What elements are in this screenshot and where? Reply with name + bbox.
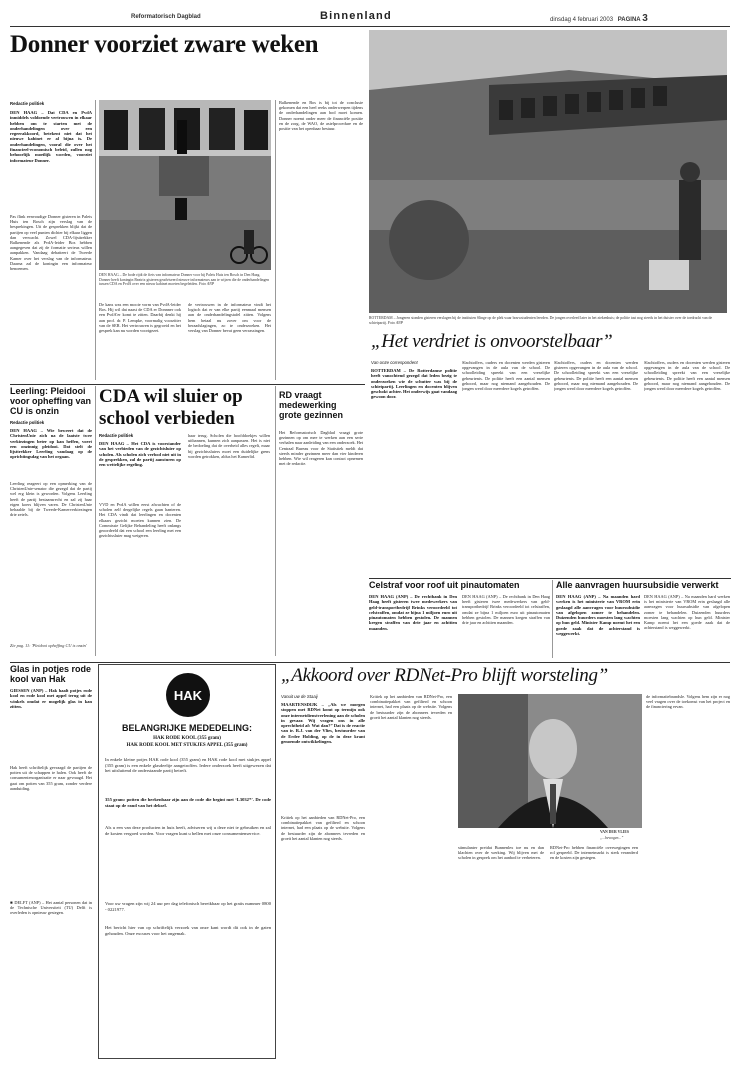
rdnet-body: Kritiek op het aanbieden van RDNet-Pro, een combinatiepakket van gefilterd en schoon internet, had een plaats op de website. Volgens de bestuurder zijn de abonnees tevreden en groeit het aantal klanten nog steeds. — [281, 815, 365, 841]
caption-text: ROTTERDAM – Jongeren stonden gisteren verslagen bij de instituten Slinge op de plek waar bouwstudenten leerden. De jongen overleed later in het ziekenhuis; de politie tast nog steeds in het duister over de toedracht van de schietpartij. — [369, 316, 713, 325]
rdnet-headline: „Akkoord over RDNet-Pro blijft worsteling” — [281, 665, 608, 686]
portrait-subcaption: „...bewogen...” — [600, 836, 624, 840]
van-der-vlies-photo — [458, 694, 642, 828]
verdriet-intro: ROTTERDAM – De Rotterdamse politie heeft vanochtend gezegd dat leden bezig te onderzoeken wie de schutter was bij de schietpartij. Leerlingen en docenten blijven geschokt achter. Het onderwijs gaat vandaag gewoon door. — [371, 368, 457, 400]
masthead-paper: Reformatorisch Dagblad — [131, 14, 201, 20]
celstraf-col2: DEN HAAG (ANP) – De rechtbank in Den Haag heeft gisteren twee medewerkers van geld-transportbedrijf Brinks veroordeeld tot celstraffen, omdat ze bijna 1 miljoen euro uit pinautomaten hebben gestolen. De mannen kregen straffen van drie jaar en achttien maanden. — [462, 594, 550, 626]
hak-logo — [166, 673, 210, 717]
rd-vraagt-headline: RD vraagt medewerking grote gezinnen — [279, 390, 344, 420]
photo-credit: Foto ANP — [198, 282, 215, 287]
celstraf-headline: Celstraf voor roof uit pinautomaten — [369, 580, 520, 590]
hak-intro: GIESSEN (ANP) – Hak haalt potjes rode kool en rode kool met appel terug uit de winkels omdat er mogelijk glas in kan zitten. — [10, 688, 92, 709]
lead-photo-caption — [99, 273, 271, 287]
verdriet-body: Slachtoffers, ouders en docenten werden gisteren opgevangen in de aula van de school. De schoolleiding spreekt van een vreselijke gebeurtenis. De politie heeft een aantal mensen gehoord, maar nog niemand aangehouden. De jongen werd door meerdere kogels getroffen. — [462, 360, 550, 392]
huursubsidie-body: DEN HAAG (ANP) – Na maanden hard werken is het ministerie van VROM erin geslaagd alle aanvragen voor huursubsidie van afgelopen zomer te behandelen. Duizenden huurders moesten lang wachten op hun geld. Minister Kamp noemt het een goede zaak dat de achterstand is weggewerkt. — [556, 594, 640, 637]
caption-text: DEN HAAG – De bode rijdt de fiets van informateur Donner voor bij Paleis Huis ten Bosch in Den Haag. Donner heeft koningin Beatrix gisteren geadviseerd nieuwe informateurs aan te wijzen die de onderhandelingen tussen CDA en PvdA over een nieuw kabinet moeten begeleiden. — [99, 273, 270, 287]
column-divider — [552, 580, 553, 658]
lead-col3: de vertrouwen in de informateur vindt het logisch dat er van elke partij eenmaal mensen aan de onderhandelingstafel zitten. Volgens hem betaal nu zover om voor de beraadslagingen, zo te onderzoeken. Het verslag van Donner bevat geen verrassingen. — [188, 302, 271, 334]
rdnet-byline: Vanuit uw de Staaij — [281, 694, 318, 699]
cda-headline: CDA wil sluier op school verbieden — [99, 386, 243, 429]
school-photo-svg — [369, 30, 727, 313]
hak-deceased: ■ DELFT (ANP) – Het aantal personen dat in de Technische Universiteit (TU) Delft is overleden is opnieuw gestegen. — [10, 900, 92, 916]
leerling-byline: Redactie politiek — [10, 420, 45, 425]
lead-col4: Balkenende en Bos is bij tot de conclusie gekomen dat een heel reeks onderwerpen tijdens de onderhandelingen aan bod moet komen. Donner noemt onder meer de financiële positie en de zorg, de WAO, de asielprocedure en de positie van het openbaar bestuur. — [279, 100, 363, 132]
leerling-related[interactable]: Zie pag. 11: 'Pleidooi opheffing CU is onzin' — [10, 643, 87, 648]
page-number: 3 — [642, 13, 648, 24]
rd-vraagt-body: Het Reformatorisch Dagblad vraagt grote gezinnen op om mee te werken aan een serie verhalen naar aanleiding van een onderzoek. Het Centraal Bureau voor de Statistiek meldt dat steeds minder gezinnen meer dan vier kinderen hebben. Wie wil reageren kan contact opnemen met de redactie. — [279, 430, 363, 467]
portrait-caption: VAN DER VLIES — [600, 830, 629, 834]
logo-text: HAK — [173, 687, 203, 703]
column-divider — [275, 100, 276, 380]
hak-headline: Glas in potjes rode kool van Hak — [10, 664, 92, 684]
cda-intro: DEN HAAG – Het CDA is voorstander van het verbieden van de gezichtsluier op scholen. Als scholen zich verbod niet uit in de gesprekken, zal de partij aansturen op een wettelijke regeling. — [99, 441, 181, 468]
leerling-intro: DEN HAAG – Wie beweert dat de ChristenUnie zich na de laatste twee verkiezingen beter op kan heffen, voert een onzinnig pleidooi. Dat stelt de lijsttrekker Leerling vandaag op de oprichtingsdag van het orgaan. — [10, 428, 92, 460]
huursubsidie-col2: DEN HAAG (ANP) – Na maanden hard werken is het ministerie van VROM erin geslaagd alle aanvragen voor huursubsidie van afgelopen zomer te behandelen. Duizenden huurders moesten lang wachten op hun geld. Minister Kamp noemt het een goede zaak dat de achterstand is weggewerkt. — [644, 594, 730, 631]
section-rule — [369, 578, 731, 579]
ad-body: In enkele kleine potjes HAK rode kool (355 gram) en HAK rode kool met stukjes appel (355 gram) is een enkele glasdeeltje aangetroffen. Iedere onderzoek heeft uitgewezen dat het uitsluitend de onderstaande partij betreft. — [105, 757, 271, 774]
ad-sub1: HAK RODE KOOL (355 gram) — [153, 736, 221, 741]
school-photo — [369, 30, 727, 313]
lead-body: Pas flink eenvoudige Donner gisteren in Paleis Huis ten Bosch zijn verslag van de besprekingen. Uit de gesprekken blijkt dat de partijen op veel punten dichter bij elkaar liggen dan verwacht. Zowel CDA-lijsttrekker Balkenende als PvdA-leider Bos hebben aangegeven dat zij de formatie serieus willen aanpakken. Vandaag debatteert de Tweede Kamer over het verslag van de informateur. Daarna zal de koningin een informateur benoemen. — [10, 214, 92, 272]
leerling-headline: Leerling: Pleidooi voor opheffing van CU is onzin — [10, 386, 91, 416]
header-rule — [10, 26, 730, 27]
date: dinsdag 4 februari 2003 — [550, 17, 614, 23]
column-divider — [95, 386, 96, 656]
verdriet-byline: Van onze correspondent — [371, 360, 418, 365]
column-divider — [95, 100, 96, 380]
verdriet-col3: Slachtoffers, ouders en docenten werden gisteren opgevangen in de aula van de school. De schoolleiding spreekt van een vreselijke gebeurtenis. De politie heeft een aantal mensen gehoord, maar nog niemand aangehouden. De jongen werd door meerdere kogels getroffen. — [554, 360, 638, 392]
ad-contact: Voor uw vragen zijn wij 24 uur per dag telefonisch bereikbaar op het gratis nummer 0800 - 0221977. — [105, 901, 271, 912]
palace-photo-svg — [99, 100, 271, 270]
section-rule — [10, 384, 365, 385]
ad-body2: Als u een van deze producten in huis heeft, adviseren wij u deze niet te gebruiken en zal de kosten vergoed worden. Voor vragen kunt u bellen met onze consumentenservice. — [105, 825, 271, 836]
lead-intro: DEN HAAG – Dat CDA en PvdA inmiddels voldoende vertrouwen in elkaar hebben om te starten met de onderhandelingen over een regeerakkoord, betekent niet dat het nieuwe kabinet er al bijna is. De onderhandelingen, vooral die over het financieel-economisch beleid, zullen nog behoorlijk moeilijk worden, voorziet informateur Donner. — [10, 110, 92, 163]
cda-col2: haar terug. Scholen die hoofddoekjes willen uitbannen, kunnen zich aanpassen. Het is niet de bedoeling dat de overheid alles regelt, maar bij gezichtssluiers moet een duidelijke grens worden getrokken, aldus het Kamerlid. — [188, 433, 270, 459]
verdriet-col4: Slachtoffers, ouders en docenten werden gisteren opgevangen in de aula van de school. De schoolleiding spreekt van een vreselijke gebeurtenis. De politie heeft een aantal mensen gehoord, maar nog niemand aangehouden. De jongen werd door meerdere kogels getroffen. — [644, 360, 730, 392]
school-photo-caption — [369, 316, 727, 325]
rdnet-col2: Kritiek op het aanbieden van RDNet-Pro, een combinatiepakket van gefilterd en schoon internet, had een plaats op de website. Volgens de bestuurder zijn de abonnees tevreden en groeit het aantal klanten nog steeds. — [370, 694, 452, 720]
page-label: PAGINA — [617, 17, 641, 23]
lead-photo — [99, 100, 271, 270]
column-divider — [275, 386, 276, 656]
lead-headline: Donner voorziet zware weken — [10, 31, 319, 58]
rdnet-col6: de informatiebrandsle. Volgens hem zijn er nog veel vragen over de toekomst van het project en de financiering ervan. — [646, 694, 730, 710]
hak-body: Hak heeft schriftelijk gevraagd de partijen de potten uit de schappen te halen. Ook heeft de consumentenorganisatie er naar gevraagd. Het gaat om potten van 355 gram, zonder verdere aanduiding. — [10, 765, 92, 791]
lead-byline: Redactie politiek — [10, 101, 45, 106]
section-rule — [10, 662, 730, 663]
ad-bold: 355 gram: potten die herkenbaar zijn aan de code die begint met ‘L3032*’. De code staat op de rand van het deksel. — [105, 797, 271, 808]
lead-col2: De kans was een mooie vorm van PvdA-leider Bos. Hij wil dat naast de CDA er Donnner ook een PvdA'er komt te zitten. Daarbij denkt hij aan prof. dr. P. Lempke, voormalig voorzitter van de SER. Het vertrouwen is gegroeid en het gesprek kan nu worden voortgezet. — [99, 302, 181, 334]
section-title: Binnenland — [320, 10, 392, 22]
huursubsidie-headline: Alle aanvragen huursubsidie verwerkt — [556, 580, 719, 590]
leerling-body: Leerling reageert op een opmerking van de ChristenUnie-senator die gezegd dat de partij wel erg klein is geworden. Volgens Leerling heeft de partij bestaansrecht en zal zij haar eigen koers blijven varen. De ChristenUnie behaalde bij de Tweede-Kamerverkiezingen drie zetels. — [10, 481, 92, 518]
ad-title: BELANGRIJKE MEDEDELING: — [121, 723, 252, 733]
rdnet-intro: MAARTENSDIJK – „Als we morgen stoppen met RDNet komt op termijn ook onze internetdienstverlening aan de scholen in gevaar. Wij vragen ons in alle oprechtheid af: Wat dan?” Dat is de reactie van ir. R.J. van der Vlies, bestuurder van de Erdee Holding, op de in deze krant genoemde ontwikkelingen. — [281, 702, 365, 745]
hak-ad — [98, 664, 276, 1059]
rdnet-col5: RDNet-Pro hebben financiële overwegingen een rol gespeeld. De internetmarkt is sterk veranderd en de kosten zijn gestegen. — [550, 845, 638, 861]
cda-byline: Redactie politiek — [99, 433, 134, 438]
verdriet-headline: „Het verdriet is onvoorstelbaar” — [371, 331, 613, 352]
celstraf-body: DEN HAAG (ANP) – De rechtbank in Den Haag heeft gisteren twee medewerkers van geld-transportbedrijf Brinks veroordeeld tot celstraffen, omdat ze bijna 1 miljoen euro uit pinautomaten hebben gestolen. De mannen kregen straffen van drie jaar en achttien maanden. — [369, 594, 457, 631]
rdnet-col4: stimulanter preidat Bunnenlex toe nu en dan klachten over de werking. Wij blijven met de scholen in gesprek om het aanbod te verbeteren. — [458, 845, 544, 861]
portrait-svg — [458, 694, 642, 828]
cda-body: VVD en PvdA willen eerst afwachten of de scholen zelf dergelijke regels gaan hanteren. Het CDA vindt dat leerlingen en docenten elkaars gezicht moeten kunnen zien. De Commissie Gelijke Behandeling heeft onlangs geoordeeld dat een school een leerling met een gezichtssluier mag weigeren. — [99, 502, 181, 539]
photo-credit: Foto ANP — [387, 320, 404, 325]
ad-sub2: HAK RODE KOOL MET STUKJES APPEL (355 gram) — [126, 743, 248, 748]
ad-footer: Het bericht hier van op schriftelijk verzoek van onze kant wordt dit ook in de gaten gehouden. Onze excuses voor het ongemak. — [105, 925, 271, 936]
header-date — [550, 13, 648, 24]
